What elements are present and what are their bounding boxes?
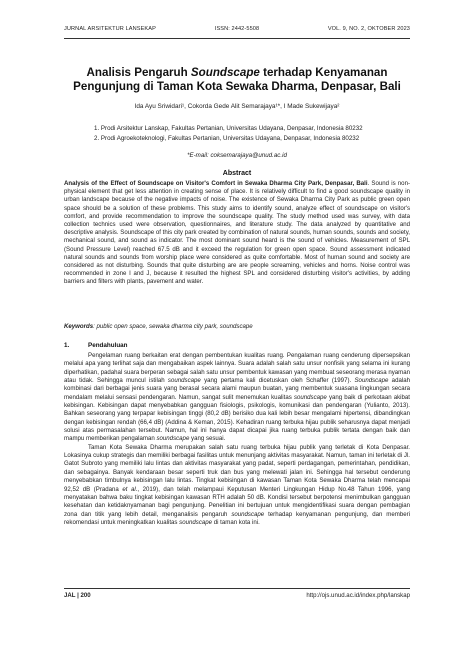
abstract-heading: Abstract bbox=[222, 170, 252, 177]
running-footer bbox=[64, 592, 410, 602]
abstract-title: Analysis of the Effect of Soundscape on Visitor's Comfort in Sewaka Dharma City Park, Denpasar, Bali bbox=[64, 180, 368, 187]
affiliation-2: 2. Prodi Agroekoteknologi, Fakultas Pertanian, Universitas Udayana, Denpasar, Indonesia 80232 bbox=[94, 134, 360, 142]
text-run: , 2019), dan telah melampaui Keputusan Menteri Lingkungan Hidup No.48 Tahun 1996, yang menyatakan bahwa baku tingkat kebisingan kawasan RTH adalah 50 dB. Kondisi tersebut berpotensi menimbulkan gangguan kesehatan dan ketidaknyamanan bagi pengunjung. Penelitian ini bertujuan untuk mengidentifikasi suara dengan pembagian zona dan titik yang lebih detail, menganalisis pengaruh bbox=[64, 485, 410, 518]
volume-info: VOL. 9, NO. 2, OKTOBER 2023 bbox=[327, 26, 410, 32]
section-title: Pendahuluan bbox=[88, 342, 128, 349]
page-number: JAL | 200 bbox=[64, 592, 91, 599]
text-run: yang sesuai. bbox=[189, 435, 226, 443]
abstract-body: . Sound is non-physical element that get less attention in creating sense of place. It is relatively difficult to find a good soundscape quality in urban landscape because of the negative impacts of noise. The existence of Sewaka Dharma City Park as public green open space should be a solution of these problems. This study aims to identify sound, analyze effect of soundscape on visitor's comfort, and provide recommendation to improve the soundscape quality. The study method used was survey, with data collection technics used were observation, questionnaires, and literature study. The data analyzed by quantitative and descriptive analysis. Soundscape of this city park created by combination of natural sounds, human sounds, sounds and society, mechanical sound, and sound as indicator. The most dominant sound heard is the sound of vehicles. Measurement of SPL (Sound Pressure Level) reached 67.5 dB and it exceed the regulation for green open space. Sound assessment indicated natural sounds and sounds from worship place were considered as quite comfortable. Most of human sound and society are considered as not disturbing. Sounds that quite disturbing are are people screaming, vehicles and horns. Noise control was recommended in zone I and J, because it resulted the highest SPL and considered disturbing visitor's activities, by adding barriers and filters with plants, pavement and water. bbox=[64, 180, 410, 286]
text-run: Pengelaman ruang berkaitan erat dengan pembentukan kualitas ruang. Pengalaman ruang cenderung dipersepsikan melalui apa yang terlihat saja dan mengabaikan aspek lainnya. Suara adalah salah satu unsur nonfisik yang selama ini kurang diperhatikan, padahal suara berperan sebagai salah satu unsur pembentuk kawasan yang membuat seseorang merasa nyaman atau tidak. Sehingga muncul istilah bbox=[64, 352, 410, 385]
running-header bbox=[64, 26, 410, 36]
journal-url[interactable]: http://ojs.unud.ac.id/index.php/lanskap bbox=[306, 592, 410, 599]
author-list: Ida Ayu Sriwidari¹, Cokorda Gede Alit Semarajaya¹*, I Made Sukewijaya² bbox=[134, 103, 340, 110]
italic-term: soundscape bbox=[179, 518, 213, 526]
paper-title bbox=[60, 66, 414, 94]
text-run: adalah kombinasi dari berbagai jenis suara yang berasal secara alami maupun buatan, yang membentuk suasana lingkungan secara mendalam melalui sensasi pendengaran. Namun, sangat sulit menemukan kualitas bbox=[64, 377, 410, 401]
keywords-text: : public open space, sewaka dharma city park, soundscape bbox=[93, 323, 253, 330]
text-run: yang baik di perkotaan akibat kebisingan. Kebisingan dapat menyebabkan gangguan fisiologis, psikologis, komunikasi dan pendengaran (Yulianto, 2013). Bahkan seseorang yang terpapar kebisingan tinggi (80,2 dB) berisiko dua kali lebih besar mengalami hipertensi, dibandingkan dengan kebisingan rendah (66,4 dB) (Addina & Keman, 2015). Kehadiran ruang terbuka hijau publik seharusnya dapat menjadi solusi atas permasalahan tersebut. Namun, hal ini hanya dapat dicapai jika ruang terbuka publik tertata dengan baik dan mampu memberikan pengalaman bbox=[64, 393, 410, 443]
title-part-2: terhadap Kenyamanan bbox=[259, 66, 388, 79]
italic-term: soundscape bbox=[293, 393, 327, 401]
affiliations bbox=[94, 124, 414, 143]
text-run: terhadap kenyamanan pengunjung, dan memberi rekomendasi untuk meningkatkan kualitas bbox=[64, 510, 411, 526]
text-run: di taman kota ini. bbox=[212, 518, 260, 526]
issn: ISSN: 2442-5508 bbox=[214, 26, 260, 32]
header-rule bbox=[64, 38, 410, 39]
italic-term: soundscape bbox=[231, 510, 265, 518]
italic-term: soundscape bbox=[167, 377, 201, 385]
abstract-text bbox=[64, 180, 410, 287]
keywords bbox=[64, 323, 410, 330]
keywords-label: Keywords bbox=[64, 323, 94, 330]
footer-rule bbox=[64, 588, 410, 589]
journal-name: JURNAL ARSITEKTUR LANSEKAP bbox=[64, 26, 156, 32]
title-italic: Soundscape bbox=[190, 66, 260, 79]
italic-term: soundscape bbox=[156, 435, 190, 443]
affiliation-1: 1. Prodi Arsitektur Lanskap, Fakultas Pertanian, Universitas Udayana, Denpasar, Indonesia 80232 bbox=[94, 125, 363, 132]
italic-term: et al. bbox=[122, 485, 138, 493]
paragraph bbox=[64, 444, 410, 527]
section-heading bbox=[64, 342, 128, 349]
text-run: Taman Kota Sewaka Dharma merupakan salah satu ruang terbuka hijau publik yang terletak di Kota Denpasar. Lokasinya cukup strategis dan memiliki berbagai fasilitas untuk menunjang aktivitas masyarakat. Namun, taman ini terletak di Jl. Gatot Subroto yang memiliki lalu lintas dan aktivitas masyarakat yang padat, seperti perdagangan, pemerintahan, pendidikan, dan sebagainya. Banyak kendaraan besar seperti truk dan bus yang melewati jalan ini. Sehingga hal tersebut cenderung menyebabkan timbulnya kebisingan lalu lintas. Tingkat kebisingan di kawasan Taman Kota Sewaka Dharma telah mencapai 92,52 dB (Pradana bbox=[64, 443, 410, 493]
corresponding-email: *E-mail: coksemarajaya@unud.ac.id bbox=[187, 152, 287, 159]
title-part-1: Analisis Pengaruh bbox=[86, 66, 191, 79]
section-number: 1. bbox=[64, 342, 70, 349]
title-line-2: Pengunjung di Taman Kota Sewaka Dharma, Denpasar, Bali bbox=[73, 80, 401, 93]
body-text bbox=[64, 352, 410, 527]
paragraph bbox=[64, 352, 410, 444]
italic-term: Soundscape bbox=[354, 377, 389, 385]
text-run: yang pertama kali dicetuskan oleh Schaffer (1997). bbox=[200, 377, 355, 385]
